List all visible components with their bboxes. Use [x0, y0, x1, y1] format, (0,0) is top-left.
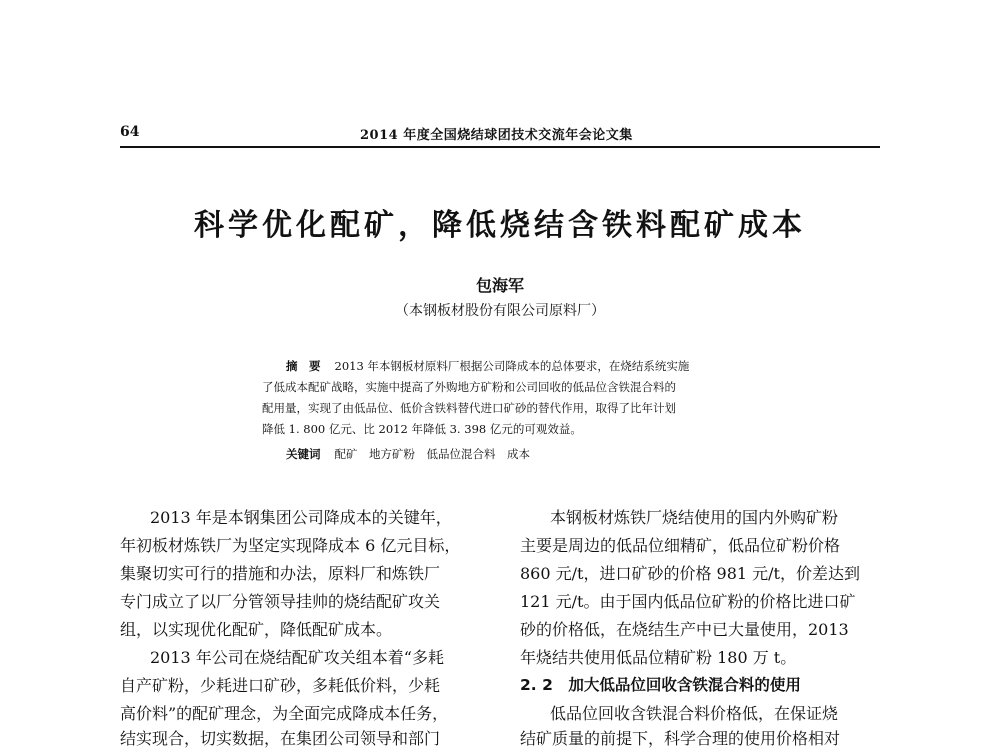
abstract-line-2: 了低成本配矿战略，实施中提高了外购地方矿粉和公司回收的低品位含铁混合料的	[262, 380, 676, 394]
left-col-line-4: 专门成立了以厂分管领导挂帅的烧结配矿攻关	[120, 592, 441, 611]
right-col-line-2: 主要是周边的低品位细精矿，低品位矿粉价格	[520, 536, 841, 555]
author-affiliation: （本钢板材股份有限公司原料厂）	[395, 303, 605, 319]
left-col-line-7: 自产矿粉，少耗进口矿砂，多耗低价料，少耗	[120, 676, 441, 695]
right-col-line-3: 860 元/t，进口矿砂的价格 981 元/t，价差达到	[520, 564, 860, 583]
left-col-line-8: 高价料”的配矿理念，为全面完成降成本任务，	[120, 704, 449, 723]
left-col-line-1: 2013 年是本钢集团公司降成本的关键年，	[150, 508, 452, 527]
right-col-line-5: 砂的价格低，在烧结生产中已大量使用，2013	[520, 620, 849, 639]
keywords-text: 配矿 地方矿粉 低品位混合料 成本	[334, 447, 530, 461]
keywords-line	[286, 444, 530, 465]
author-name: 包海军	[475, 276, 524, 295]
abstract-label: 摘 要	[286, 359, 321, 373]
right-col-line-9: 结矿质量的前提下，科学合理的使用价格相对	[520, 729, 841, 748]
abstract-line-4: 降低 1. 800 亿元、比 2012 年降低 3. 398 亿元的可观效益。	[262, 422, 582, 436]
header-rule	[120, 146, 880, 148]
article-title: 科学优化配矿，降低烧结含铁料配矿成本	[194, 208, 806, 243]
running-header: 2014 年度全国烧结球团技术交流年会论文集	[360, 128, 633, 143]
keywords-label: 关键词	[286, 447, 321, 461]
left-col-line-5: 组，以实现优化配矿，降低配矿成本。	[120, 620, 393, 639]
left-col-line-6: 2013 年公司在烧结配矿攻关组本着“多耗	[150, 648, 444, 667]
abstract-line-3: 配用量，实现了由低品位、低价含铁料替代进口矿砂的替代作用，取得了比年计划	[262, 401, 676, 415]
right-col-line-6: 年烧结共使用低品位精矿粉 180 万 t。	[520, 648, 797, 667]
page-number: 64	[120, 124, 140, 140]
abstract-line-1	[286, 356, 689, 377]
abstract	[262, 356, 762, 486]
left-col-line-9: 结实现合，切实数据，在集团公司领导和部门	[120, 729, 441, 748]
right-col-line-8: 低品位回收含铁混合料价格低，在保证烧	[550, 704, 839, 723]
left-col-line-2: 年初板材炼铁厂为坚定实现降成本 6 亿元目标，	[120, 536, 461, 555]
right-col-line-1: 本钢板材炼铁厂烧结使用的国内外购矿粉	[550, 508, 839, 527]
abstract-text: 2013 年本钢板材原料厂根据公司降成本的总体要求，在烧结系统实施	[334, 359, 690, 373]
section-heading-2-2: 2. 2 加大低品位回收含铁混合料的使用	[520, 676, 801, 694]
right-col-line-4: 121 元/t。由于国内低品位矿粉的价格比进口矿	[520, 592, 856, 611]
left-col-line-3: 集聚切实可行的措施和办法，原料厂和炼铁厂	[120, 564, 441, 583]
